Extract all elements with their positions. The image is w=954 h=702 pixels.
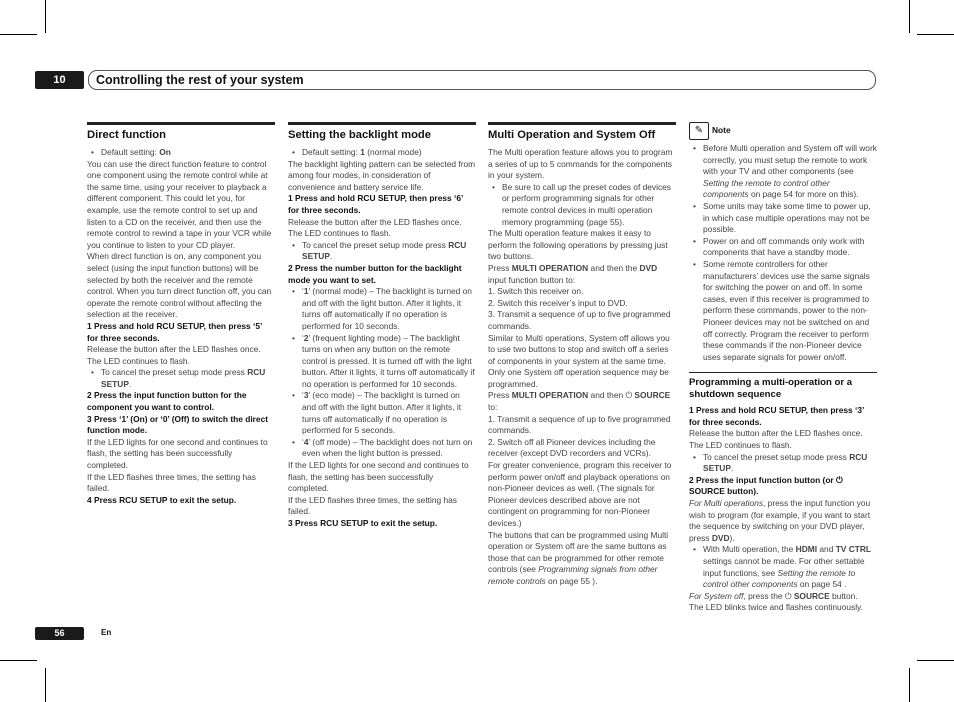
section-rule: [87, 122, 275, 125]
section-rule: [689, 372, 877, 373]
power-icon: ⏻: [784, 590, 792, 601]
list-item: 2. Switch off all Pioneer devices including the receiver (except DVD recorders and VCRs).: [488, 436, 656, 459]
step-2: 2 Press the input function button for the component you want to control.: [87, 390, 247, 413]
paragraph: You can use the direct function feature to control one component using the remote control while at the same time, using your receiver to playback a different component. This could let you, for example, use the remote control to set up and listen to a CD on the receiver, and then use the remote control to rewind a tape in your VCR while you continue to listen to your CD player.: [87, 158, 272, 250]
paragraph: For greater convenience, program this receiver to perform power on/off and playback operations on non-Pioneer devices as well. (The signals for Pioneer devices described above are not contingent on programming for non-Pioneer devices.): [488, 460, 672, 528]
bullet-item: • To cancel the preset setup mode press RCU SETUP.: [87, 367, 275, 390]
step-text: Release the button after the LED flashes once. The LED continues to flash.: [288, 216, 462, 239]
bullet-item: • With Multi operation, the HDMI and TV CTRL settings cannot be made. For other settable input functions, see Setting the remote to control other components on page 54 .: [689, 544, 877, 590]
chapter-title: Controlling the rest of your system: [96, 73, 304, 87]
note-label: Note: [712, 125, 731, 136]
step-text: For Multi operations, press the input function you wish to program (for example, if you want to start the sequence by switching on your DVD player, press DVD).: [689, 498, 871, 543]
bullet-item: • Be sure to call up the preset codes of devices or perform programming signals for other remote control devices in multi operation memory programming (page 55).: [488, 182, 676, 228]
list-item: 3. Transmit a sequence of up to five programmed commands.: [488, 309, 671, 331]
default-setting: • Default setting: On: [87, 147, 275, 159]
note-header: [689, 122, 877, 140]
step-1: 1 Press and hold RCU SETUP, then press ‘6’ for three seconds.: [288, 193, 463, 215]
paragraph: When direct function is on, any component you select (using the input function buttons) will be selected by both the receiver and the remote control. When you turn direct function off, you can operate the remote control without affecting the selection at the receiver.: [87, 251, 272, 320]
step-2: 2 Press the input function button (or ⏻ SOURCE button).: [689, 474, 843, 497]
paragraph: The Multi operation feature allows you to program a series of up to 5 commands for the components in your system.: [488, 147, 673, 181]
bullet-item: • To cancel the preset setup mode press RCU SETUP.: [288, 240, 476, 263]
bullet-item: • To cancel the preset setup mode press RCU SETUP.: [689, 452, 877, 475]
paragraph: The backlight lighting pattern can be selected from among four modes, in consideration of convenience and battery service life.: [288, 158, 476, 192]
list-item: 2. Switch this receiver’s input to DVD.: [488, 297, 628, 308]
step-text: The LED continues to flash.: [87, 355, 190, 366]
step-text: If the LED flashes three times, the setting has failed.: [288, 494, 457, 517]
paragraph: Press MULTI OPERATION and then the DVD input function button to:: [488, 262, 658, 285]
mode-item: • ‘3’ (eco mode) – The backlight is turned on and off with the light button. After it lights, it turns off automatically if no operation is performed for 5 seconds.: [288, 390, 476, 436]
section-rule: [488, 122, 676, 125]
mode-item: • ‘4’ (off mode) – The backlight does not turn on even when the light button is pressed.: [288, 437, 476, 460]
paragraph: The buttons that can be programmed using Multi operation or System off are the same buttons as those that can be programmed for other remote controls (see Programming signals from other remote controls on page 55 ).: [488, 529, 669, 586]
default-setting: • Default setting: 1 (normal mode): [288, 147, 476, 159]
step-3: 3 Press RCU SETUP to exit the setup.: [288, 518, 438, 528]
list-item: 1. Transmit a sequence of up to five programmed commands.: [488, 413, 671, 436]
section-title: Multi Operation and System Off: [488, 129, 656, 141]
crop-mark: [909, 668, 910, 702]
page-number: 56: [35, 627, 84, 640]
section-title: Programming a multi-operation or a shutdown sequence: [689, 377, 853, 401]
section-title: Direct function: [87, 129, 166, 141]
column-notes: [689, 122, 877, 614]
step-text: Release the button after the LED flashes once.: [87, 344, 261, 355]
step-text: If the LED flashes three times, the setting has failed.: [87, 471, 256, 494]
list-item: 1. Switch this receiver on.: [488, 286, 584, 297]
step-text: If the LED lights for one second and continues to flash, the setting has been successfully completed.: [288, 460, 469, 494]
power-icon: ⏻: [625, 390, 633, 401]
crop-mark: [45, 0, 46, 33]
note-item: • Some units may take some time to power up, in which case multiple operations may not be possible.: [689, 201, 877, 236]
note-item: • Power on and off commands only work with components that have a standby mode.: [689, 236, 877, 259]
crop-mark: [45, 668, 46, 702]
step-text: The LED blinks twice and flashes continuously.: [689, 602, 863, 613]
section-title: Setting the backlight mode: [288, 129, 431, 141]
crop-mark: [0, 34, 37, 35]
crop-mark: [909, 0, 910, 33]
mode-item: • ‘1’ (normal mode) – The backlight is turned on and off with the light button. After it lights, it turns off automatically if no operation is performed for 10 seconds.: [288, 286, 476, 332]
chapter-number: 10: [35, 71, 84, 89]
crop-mark: [917, 34, 954, 35]
step-3: 3 Press ‘1’ (On) or ‘0’ (Off) to switch the direct function mode.: [87, 413, 269, 436]
language-code: En: [101, 628, 112, 637]
step-1: 1 Press and hold RCU SETUP, then press ‘5’ for three seconds.: [87, 320, 262, 343]
crop-mark: [0, 660, 37, 661]
mode-item: • ‘2’ (frequent lighting mode) – The backlight turns on when any button on the remote control is pressed. It is turned off with the light button. After it lights, it turns off automatically if no operation is performed for 10 seconds.: [288, 333, 476, 391]
column-multi-operation: [488, 122, 676, 588]
note-item: • Before Multi operation and System off will work correctly, you must setup the remote to work with your TV and other components (see Setting the remote to control other components on page 54 for more on this).: [689, 143, 877, 201]
step-text: For System off, press the ⏻ SOURCE button.: [689, 590, 858, 601]
step-text: If the LED lights for one second and continues to flash, the setting has been successfully completed.: [87, 436, 268, 471]
paragraph: The Multi operation feature makes it easy to perform the following operations by pressing just two buttons.: [488, 228, 668, 262]
crop-mark: [917, 660, 954, 661]
step-1: 1 Press and hold RCU SETUP, then press ‘3’ for three seconds.: [689, 405, 864, 427]
paragraph: Press MULTI OPERATION and then ⏻ SOURCE to:: [488, 390, 671, 413]
paragraph: Similar to Multi operations, System off allows you to use two buttons to stop and switch off a series of components in your system at the same time. Only one System off operation sequence may be programmed.: [488, 332, 670, 389]
step-2: 2 Press the number button for the backlight mode you want to set.: [288, 262, 462, 285]
column-backlight-mode: [288, 122, 476, 530]
note-item: • Some remote controllers for other manufacturers’ devices use the same signals for switching the power on and off. In some cases, even if this receiver is programmed to perform these commands, power to the non-Pioneer devices may not be switched on and off correctly. Program the receiver to perform these commands if the non-Pioneer device uses separate signals for power on/off.: [689, 259, 877, 363]
note-pencil-icon: ✎: [689, 122, 709, 140]
column-direct-function: [87, 122, 275, 506]
step-4: 4 Press RCU SETUP to exit the setup.: [87, 494, 237, 505]
step-text: Release the button after the LED flashes once. The LED continues to flash.: [689, 428, 863, 451]
section-rule: [288, 122, 476, 125]
